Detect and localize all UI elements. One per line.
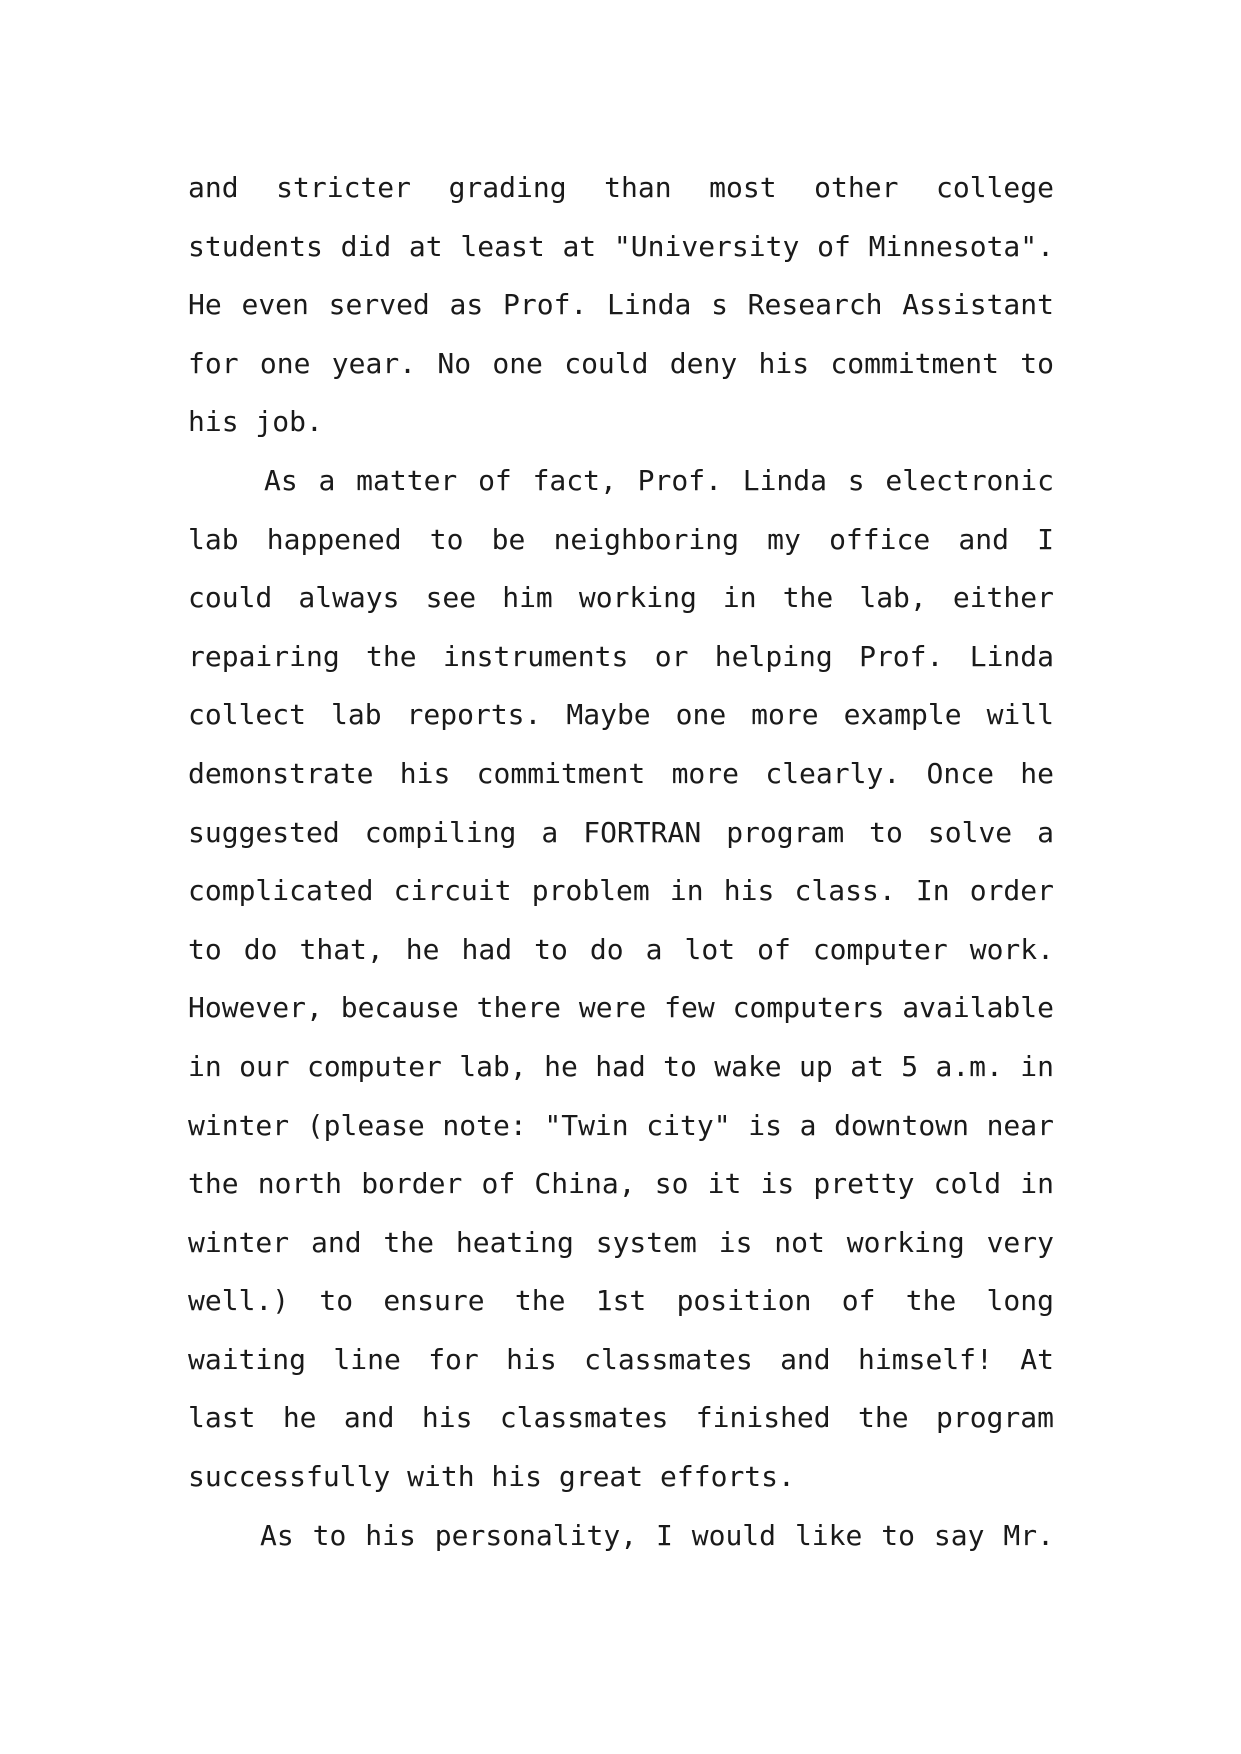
paragraph-start-line: As to his personality, I would like to say Mr. bbox=[260, 1518, 1054, 1552]
text-line: well.) to ensure the 1st position of the long bbox=[188, 1284, 1054, 1318]
text-line: winter (please note: "Twin city" is a downtown near bbox=[188, 1108, 1054, 1142]
text-line: his job. bbox=[188, 405, 323, 439]
text-line: However, because there were few computers available bbox=[188, 991, 1054, 1025]
text-line: students did at least at "University of Minnesota". bbox=[188, 229, 1054, 263]
text-line: collect lab reports. Maybe one more example will bbox=[188, 698, 1054, 732]
text-line: last he and his classmates finished the program bbox=[188, 1401, 1054, 1435]
text-line: the north border of China, so it is pretty cold in bbox=[188, 1167, 1054, 1201]
paragraph-start-line: As a matter of fact, Prof. Linda s electronic bbox=[264, 463, 1054, 497]
text-line: could always see him working in the lab, either bbox=[188, 581, 1054, 615]
text-line: demonstrate his commitment more clearly. Once he bbox=[188, 756, 1054, 790]
letter-body bbox=[188, 159, 1054, 1565]
text-line: complicated circuit problem in his class. In order bbox=[188, 874, 1054, 908]
text-line: repairing the instruments or helping Prof. Linda bbox=[188, 639, 1054, 673]
text-line: winter and the heating system is not working very bbox=[188, 1225, 1054, 1259]
text-line: for one year. No one could deny his commitment to bbox=[188, 346, 1054, 380]
text-line: successfully with his great efforts. bbox=[188, 1460, 795, 1494]
text-line: and stricter grading than most other college bbox=[188, 171, 1054, 204]
text-line: suggested compiling a FORTRAN program to solve a bbox=[188, 815, 1054, 849]
text-line: in our computer lab, he had to wake up at 5 a.m. in bbox=[188, 1049, 1054, 1083]
text-line: to do that, he had to do a lot of computer work. bbox=[188, 932, 1054, 966]
text-line: lab happened to be neighboring my office and I bbox=[188, 522, 1054, 556]
text-line: He even served as Prof. Linda s Research Assistant bbox=[188, 288, 1054, 322]
text-line: waiting line for his classmates and himself! At bbox=[188, 1342, 1054, 1376]
